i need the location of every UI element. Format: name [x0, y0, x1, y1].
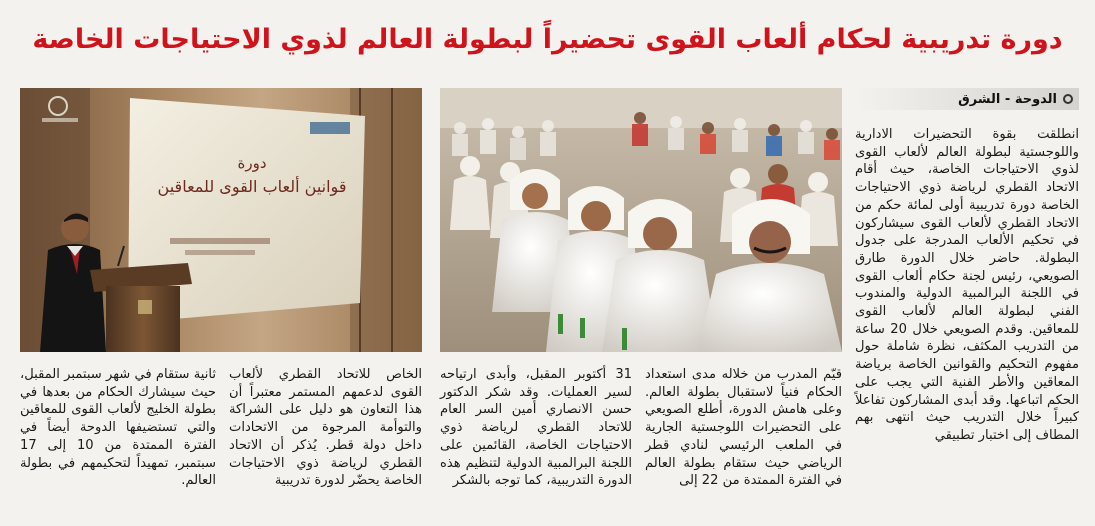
dateline-circle-icon [1063, 94, 1073, 104]
lecture-photo-image [20, 88, 422, 352]
article-paragraph-3: 31 أكتوبر المقبل، وأبدى ارتياحه لسير العمليات. وقد شكر الدكتور حسن الانصاري أمين السر العام للاتحاد القطري لرياضة ذوي الاحتياجات الخاصة، القائمين على اللجنة البرالمبية الدولية لتنظيم هذه الدورة التدريبية، كما توجه بالشكر [440, 367, 632, 489]
dateline-text: الدوحة - الشرق [958, 91, 1057, 107]
headline: دورة تدريبية لحكام ألعاب القوى تحضيراً لبطولة العالم لذوي الاحتياجات الخاصة [32, 23, 1063, 55]
audience-photo-image [440, 88, 842, 352]
article-column-1 [855, 126, 1079, 445]
article-column-2 [645, 366, 842, 490]
article-paragraph-4: الخاص للاتحاد القطري لألعاب القوى لدعمهم المستمر معتبراً أن هذا التعاون هو دليل على الشراكة والتوأمة المرجوة من الاتحادات داخل دولة قطر. يُذكر أن الاتحاد القطري لرياضة ذوي الاحتياجات الخاصة يحضّر لدورة تدريبية [229, 367, 422, 489]
lecture-photo [20, 88, 422, 352]
dateline [855, 88, 1079, 110]
lectern-emblem-icon [138, 300, 152, 314]
article-column-5 [20, 366, 216, 490]
article-column-3 [440, 366, 632, 490]
article-paragraph-2: قيّم المدرب من خلاله مدى استعداد الحكام فنياً لاستقبال بطولة العالم. وعلى هامش الدورة، أطلع الصويعي على التحضيرات اللوجستية الجارية في الملعب الرئيسي لنادي قطر الرياضي حيث ستقام بطولة العالم في الفترة الممتدة من 22 إلى [645, 367, 842, 489]
audience-photo [440, 88, 842, 352]
article-paragraph-5: ثانية ستقام في شهر سبتمبر المقبل، حيث سيشارك الحكام من بعدها في بطولة الخليج لألعاب القوى للمعاقين والتي تستضيفها الدوحة أيضاً في الفترة الممتدة من 10 إلى 17 سبتمبر، تمهيداً لتحكيمهم في بطولة العالم. [20, 367, 216, 489]
screen-title-line-1: دورة [237, 154, 267, 172]
headline-banner [0, 0, 1095, 78]
screen-title-line-2: قوانين ألعاب القوى للمعاقين [157, 177, 347, 196]
article-column-4 [229, 366, 422, 490]
article-paragraph-1: انطلقت بقوة التحضيرات الادارية واللوجستية لبطولة العالم لألعاب القوى لذوي الاحتياجات الخاصة، حيث أقام الاتحاد القطري لرياضة ذوي الاحتياجات الخاصة دورة تدريبية أولى لمائة حكم من الاتحاد القطري لألعاب القوى سيشاركون في تحكيم الألعاب المدرجة على جدول البطولة. حاضر خلال الدورة طارق الصويعي، رئيس لجنة حكام ألعاب القوى في اللجنة البرالمبية الدولية والمندوب الفني لبطولة العالم لألعاب القوى للمعاقين. وقدم الصويعي خلال 20 ساعة من التدريب المكثف، نظرة شاملة حول مفهوم التحكيم والقوانين الخاصة برياضة المعاقين والأطر الفنية التي يجب على الحكم اتباعها. وقد أبدى المشاركون تفاعلاً كبيراً خلال التدريب حيث انتهى بهم المطاف إلى اختبار تطبيقي [855, 127, 1079, 443]
